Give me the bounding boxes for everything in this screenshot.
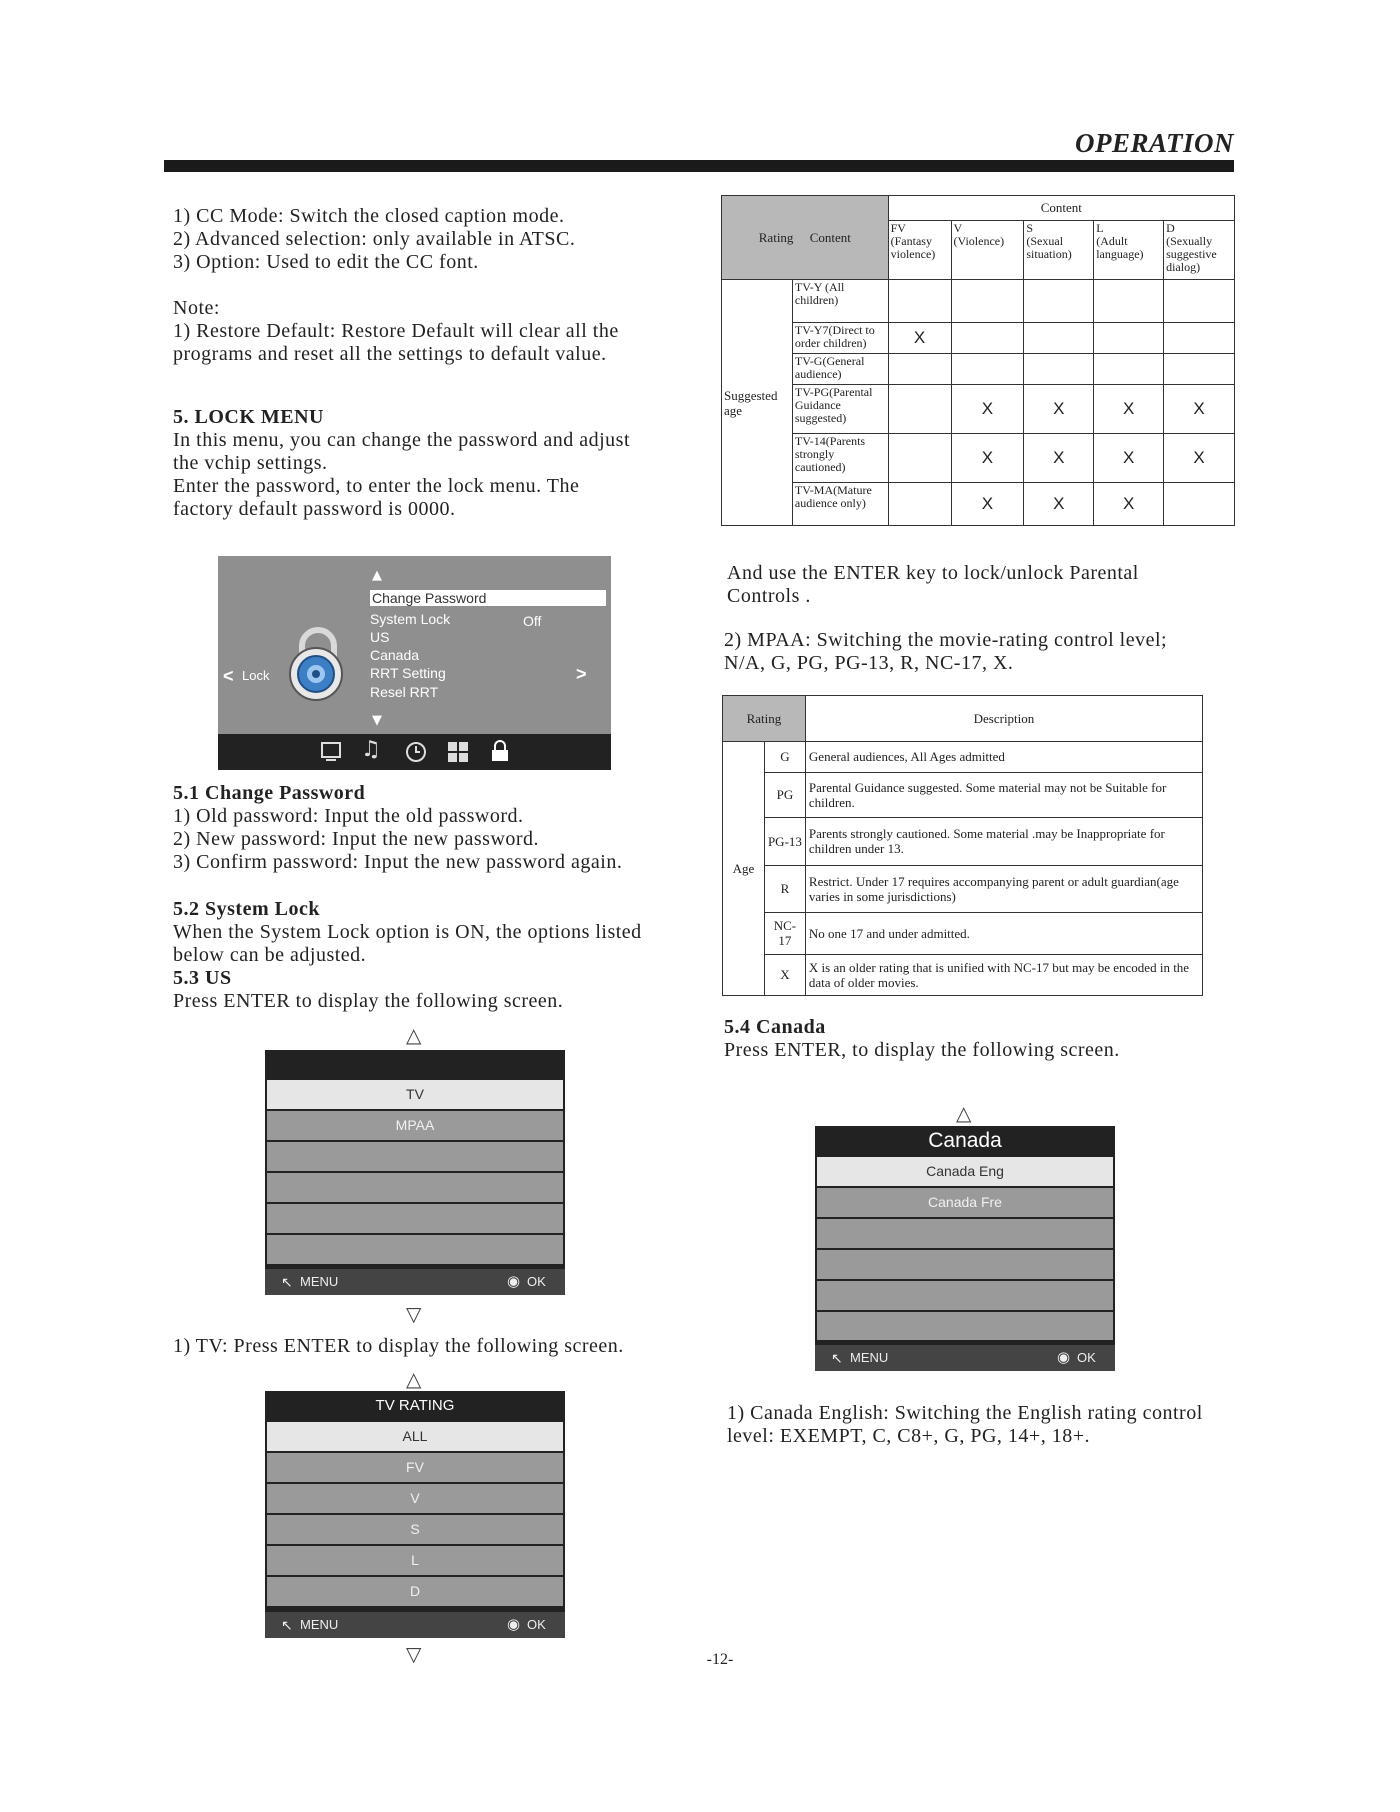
mpaa-line-1: 2) MPAA: Switching the movie-rating control level; (724, 629, 1168, 651)
mpaa-code: PG (764, 772, 805, 818)
lock-line-2: the vchip settings. (173, 452, 328, 474)
rating-row-label: TV-PG(Parental Guidance suggested) (792, 384, 888, 433)
mark-cell (1094, 323, 1164, 354)
mark-cell (1024, 280, 1094, 323)
suggested-age-label: Suggested age (722, 280, 793, 526)
mark-cell: X (1094, 433, 1164, 482)
mpaa-desc: General audiences, All Ages admitted (805, 741, 1202, 772)
up-triangle-icon[interactable]: △ (406, 1367, 422, 1391)
canada-menu-screen (815, 1126, 1115, 1371)
down-arrow-icon[interactable]: ▼ (372, 713, 382, 728)
mark-cell: X (1024, 482, 1094, 525)
mpaa-desc: Restrict. Under 17 requires accompanying parent or adult guardian(age varies in some jurisdictions) (805, 865, 1202, 913)
note-label: Note: (173, 297, 220, 319)
mark-cell (1164, 323, 1235, 354)
enter-line-2: Controls . (727, 585, 811, 607)
up-triangle-icon[interactable]: △ (956, 1101, 972, 1125)
menu-back-icon[interactable]: ↖ (831, 1350, 843, 1366)
canada-empty-row (817, 1312, 1113, 1340)
footer-ok-label[interactable]: OK (527, 1274, 546, 1289)
mark-cell (1164, 280, 1235, 323)
lock-menu-tabs (218, 734, 611, 770)
rating-content-header (722, 196, 889, 280)
column-header: L (Adult language) (1094, 220, 1164, 279)
us-menu-empty-row (267, 1235, 563, 1264)
mpaa-desc: Parents strongly cautioned. Some material .may be Inappropriate for children under 13. (805, 818, 1202, 866)
change-line-3: 3) Confirm password: Input the new password again. (173, 851, 623, 873)
canada-empty-row (817, 1250, 1113, 1279)
mark-cell (888, 384, 951, 433)
up-arrow-icon[interactable]: ▲ (372, 568, 382, 583)
rating-row-label: TV-Y (All children) (792, 280, 888, 323)
us-menu-screen (265, 1050, 565, 1295)
column-header: S (Sexual situation) (1024, 220, 1094, 279)
mpaa-desc: X is an older rating that is unified with NC-17 but may be encoded in the data of older movies. (805, 954, 1202, 995)
lock-item-us[interactable]: US (370, 629, 390, 645)
mark-cell: X (1094, 482, 1164, 525)
padlock-icon (282, 626, 350, 702)
tv-rating-item-s[interactable]: S (267, 1515, 563, 1544)
system-line-2: below can be adjusted. (173, 944, 367, 966)
tv-rating-item-l[interactable]: L (267, 1546, 563, 1575)
mark-cell: X (951, 482, 1024, 525)
mark-cell: X (1094, 384, 1164, 433)
tv-picture-icon[interactable] (320, 741, 342, 763)
lock-line-4: factory default password is 0000. (173, 498, 456, 520)
canada-menu-footer (815, 1345, 1115, 1371)
mark-cell (951, 353, 1024, 384)
description-header: Description (805, 696, 1202, 742)
lock-item-canada[interactable]: Canada (370, 647, 420, 663)
rating-header: Rating (723, 696, 806, 742)
lock-item-rrt-setting[interactable]: RRT Setting (370, 665, 446, 681)
tv-rating-item-all[interactable]: ALL (267, 1422, 563, 1451)
mark-cell: X (1024, 433, 1094, 482)
cc-line-3: 3) Option: Used to edit the CC font. (173, 251, 479, 273)
mark-cell (951, 323, 1024, 354)
tv-rating-title: TV RATING (375, 1397, 455, 1414)
us-line: Press ENTER to display the following screen. (173, 990, 564, 1012)
tv-rating-item-d[interactable]: D (267, 1577, 563, 1606)
down-triangle-icon[interactable]: ▽ (406, 1302, 422, 1326)
mark-cell (888, 280, 951, 323)
us-menu-empty-row (267, 1204, 563, 1233)
tv-content-table (721, 195, 1235, 526)
rating-label: Rating (758, 230, 794, 246)
tv-line: 1) TV: Press ENTER to display the following screen. (173, 1335, 624, 1357)
us-menu-item-tv[interactable]: TV (267, 1080, 563, 1109)
canada-eng-line-1: 1) Canada English: Switching the English rating control (727, 1402, 1203, 1424)
mpaa-table (722, 695, 1203, 996)
us-menu-empty-row (267, 1142, 563, 1171)
section-title: OPERATION (1074, 128, 1234, 158)
mark-cell (1024, 353, 1094, 384)
lock-tab-icon[interactable] (490, 740, 510, 762)
footer-ok-label[interactable]: OK (1077, 1350, 1096, 1365)
us-heading: 5.3 US (173, 967, 232, 989)
mark-cell: X (1024, 384, 1094, 433)
note-line-1: 1) Restore Default: Restore Default will clear all the (173, 320, 619, 342)
footer-menu-label[interactable]: MENU (300, 1617, 339, 1632)
mark-cell (888, 482, 951, 525)
mark-cell: X (1164, 433, 1235, 482)
mpaa-code: X (764, 954, 805, 995)
mark-cell (1024, 323, 1094, 354)
canada-empty-row (817, 1281, 1113, 1310)
mpaa-code: NC-17 (764, 913, 805, 954)
system-lock-heading: 5.2 System Lock (173, 898, 320, 920)
canada-item-fre[interactable]: Canada Fre (817, 1188, 1113, 1217)
canada-heading: 5.4 Canada (724, 1016, 826, 1038)
menu-back-icon[interactable]: ↖ (281, 1617, 293, 1633)
lock-item-change-password[interactable]: Change Password (370, 590, 606, 606)
mark-cell (1094, 280, 1164, 323)
setup-grid-icon[interactable] (447, 741, 469, 763)
us-menu-empty-row (267, 1173, 563, 1202)
ok-circle-icon[interactable]: ◉ (507, 1616, 521, 1633)
header-rule (164, 160, 1234, 172)
age-label: Age (723, 741, 765, 995)
ok-circle-icon[interactable]: ◉ (507, 1273, 521, 1290)
left-arrow-icon[interactable]: < (223, 666, 234, 686)
menu-back-icon[interactable]: ↖ (281, 1274, 293, 1290)
mark-cell: X (951, 433, 1024, 482)
footer-menu-label[interactable]: MENU (300, 1274, 339, 1289)
clock-icon[interactable] (405, 741, 427, 763)
cc-line-1: 1) CC Mode: Switch the closed caption mode. (173, 205, 565, 227)
lock-line-3: Enter the password, to enter the lock menu. The (173, 475, 580, 497)
enter-line-1: And use the ENTER key to lock/unlock Parental (727, 562, 1139, 584)
canada-item-eng[interactable]: Canada Eng (817, 1157, 1113, 1186)
column-header: D (Sexually suggestive dialog) (1164, 220, 1235, 279)
rating-row-label: TV-14(Parents strongly cautioned) (792, 433, 888, 482)
mark-cell (1094, 353, 1164, 384)
canada-line: Press ENTER, to display the following screen. (724, 1039, 1120, 1061)
up-triangle-icon[interactable]: △ (406, 1023, 422, 1047)
mpaa-desc: Parental Guidance suggested. Some material may not be Suitable for children. (805, 772, 1202, 818)
content-label: Content (809, 230, 851, 246)
system-line-1: When the System Lock option is ON, the options listed (173, 921, 642, 943)
footer-ok-label[interactable]: OK (527, 1617, 546, 1632)
column-header: V (Violence) (951, 220, 1024, 279)
mark-cell (1164, 353, 1235, 384)
us-menu-item-mpaa[interactable]: MPAA (267, 1111, 563, 1140)
mark-cell: X (888, 323, 951, 354)
mpaa-code: R (764, 865, 805, 913)
tv-rating-menu-screen (265, 1391, 565, 1638)
tv-rating-footer (265, 1612, 565, 1638)
sound-icon[interactable]: ♫ (361, 737, 381, 762)
us-menu-footer (265, 1269, 565, 1295)
rating-row-label: TV-MA(Mature audience only) (792, 482, 888, 525)
canada-menu-title: Canada (928, 1129, 1002, 1152)
lock-line-1: In this menu, you can change the password and adjust (173, 429, 631, 451)
change-line-2: 2) New password: Input the new password. (173, 828, 540, 850)
lock-menu-screen (218, 556, 611, 770)
cc-line-2: 2) Advanced selection: only available in ATSC. (173, 228, 576, 250)
lock-side-label: Lock (242, 668, 270, 683)
mpaa-desc: No one 17 and under admitted. (805, 913, 1202, 954)
canada-eng-line-2: level: EXEMPT, C, C8+, G, PG, 14+, 18+. (727, 1425, 1090, 1447)
tv-rating-item-fv[interactable]: FV (267, 1453, 563, 1482)
down-triangle-icon[interactable]: ▽ (406, 1642, 422, 1666)
mark-cell (1164, 482, 1235, 525)
mark-cell: X (1164, 384, 1235, 433)
lock-menu-heading: 5. LOCK MENU (173, 406, 324, 428)
content-group-header: Content (888, 196, 1234, 221)
mpaa-line-2: N/A, G, PG, PG-13, R, NC-17, X. (724, 652, 1014, 674)
change-line-1: 1) Old password: Input the old password. (173, 805, 524, 827)
column-header: FV (Fantasy violence) (888, 220, 951, 279)
note-line-2: programs and reset all the settings to default value. (173, 343, 607, 365)
mark-cell (888, 433, 951, 482)
page-number: -12- (706, 1651, 734, 1668)
mark-cell: X (951, 384, 1024, 433)
rating-row-label: TV-G(General audience) (792, 353, 888, 384)
canada-empty-row (817, 1219, 1113, 1248)
lock-item-system-lock[interactable]: System Lock (370, 611, 451, 627)
rating-row-label: TV-Y7(Direct to order children) (792, 323, 888, 354)
change-password-heading: 5.1 Change Password (173, 782, 366, 804)
lock-item-resel-rrt[interactable]: Resel RRT (370, 684, 439, 700)
mark-cell (951, 280, 1024, 323)
mpaa-code: PG-13 (764, 818, 805, 866)
mark-cell (888, 353, 951, 384)
mpaa-code: G (764, 741, 805, 772)
footer-menu-label[interactable]: MENU (850, 1350, 889, 1365)
tv-rating-item-v[interactable]: V (267, 1484, 563, 1513)
ok-circle-icon[interactable]: ◉ (1057, 1349, 1071, 1366)
system-lock-value: Off (523, 613, 542, 629)
right-arrow-icon[interactable]: > (576, 664, 587, 684)
